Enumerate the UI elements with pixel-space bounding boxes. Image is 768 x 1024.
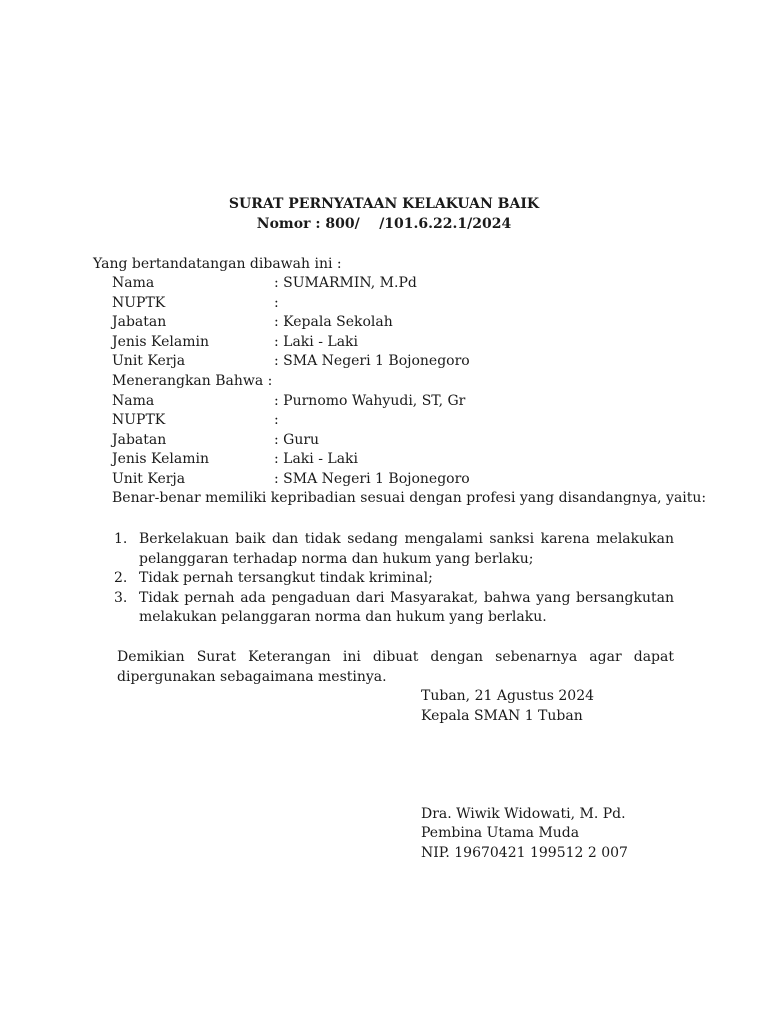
subject-nuptk-label: NUPTK <box>112 412 166 428</box>
subject-name-value: : Purnomo Wahyudi, ST, Gr <box>274 393 466 409</box>
intro-text: Yang bertandatangan dibawah ini : <box>93 256 342 272</box>
signer-name-value: : SUMARMIN, M.Pd <box>274 275 417 291</box>
declares-heading: Menerangkan Bahwa : <box>112 373 273 389</box>
signature-place-date: Tuban, 21 Agustus 2024 <box>421 688 595 704</box>
subject-unit-value: : SMA Negeri 1 Bojonegoro <box>274 471 470 487</box>
closing-paragraph: Demikian Surat Keterangan ini dibuat dengan sebenarnya agar dapat dipergunakan sebagaimana mestinya. <box>117 649 674 685</box>
letter-number: Nomor : 800/ /101.6.22.1/2024 <box>256 216 512 232</box>
subject-gender-label: Jenis Kelamin <box>112 451 209 467</box>
subject-unit-label: Unit Kerja <box>112 471 186 487</box>
signer-nuptk-value: : <box>274 295 279 311</box>
signer-nuptk-label: NUPTK <box>112 295 166 311</box>
subject-nuptk-value: : <box>274 412 279 428</box>
list-item-number: 2. <box>114 570 128 587</box>
list-item <box>112 589 674 628</box>
signature-name: Dra. Wiwik Widowati, M. Pd. <box>421 806 626 822</box>
subject-gender-value: : Laki - Laki <box>274 451 359 467</box>
conduct-list <box>112 530 674 628</box>
statement-text: Benar-benar memiliki kepribadian sesuai dengan profesi yang disandangnya, yaitu: <box>112 490 707 506</box>
list-item-text: Berkelakuan baik dan tidak sedang mengalami sanksi karena melakukan pelanggaran terhadap norma dan hukum yang berlaku; <box>139 531 674 567</box>
list-item-number: 3. <box>114 589 128 606</box>
list-item <box>112 569 674 589</box>
signature-rank: Pembina Utama Muda <box>421 825 580 841</box>
list-item-number: 1. <box>114 531 128 547</box>
signer-unit-label: Unit Kerja <box>112 353 186 369</box>
signer-gender-label: Jenis Kelamin <box>112 334 209 350</box>
signer-position-value: : Kepala Sekolah <box>274 314 393 330</box>
signer-name-label: Nama <box>112 275 155 291</box>
list-item-text: Tidak pernah tersangkut tindak kriminal; <box>139 570 433 587</box>
signature-office: Kepala SMAN 1 Tuban <box>421 708 583 724</box>
signer-unit-value: : SMA Negeri 1 Bojonegoro <box>274 353 470 369</box>
subject-name-label: Nama <box>112 393 155 409</box>
list-item-text: Tidak pernah ada pengaduan dari Masyarakat, bahwa yang bersangkutan melakukan pelanggaran norma dan hukum yang berlaku. <box>139 589 674 626</box>
signer-gender-value: : Laki - Laki <box>274 334 359 350</box>
subject-position-label: Jabatan <box>112 432 167 448</box>
list-item <box>112 530 674 569</box>
signer-position-label: Jabatan <box>112 314 167 330</box>
signature-nip: NIP. 19670421 199512 2 007 <box>421 845 628 861</box>
subject-position-value: : Guru <box>274 432 320 448</box>
letter-title: SURAT PERNYATAAN KELAKUAN BAIK <box>228 196 540 212</box>
